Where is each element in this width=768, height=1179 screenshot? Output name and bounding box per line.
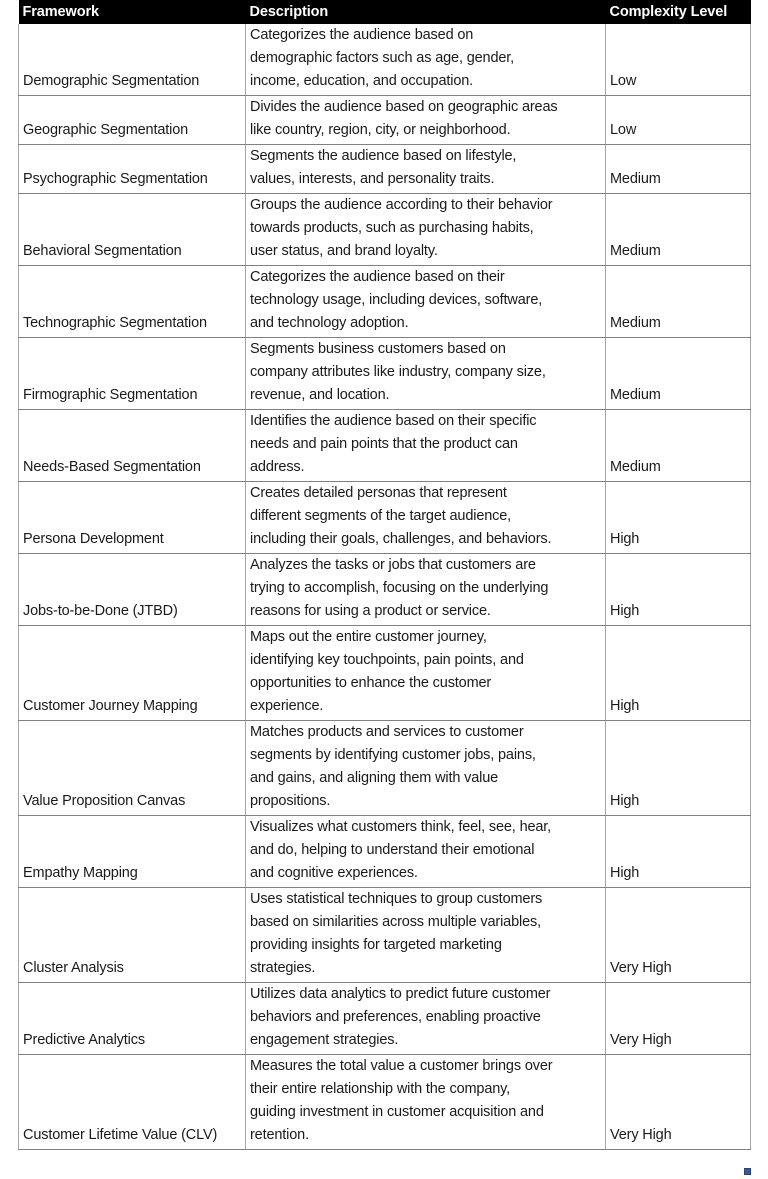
table-row[interactable] [19,96,751,145]
table-row[interactable] [19,554,751,626]
description-line: propositions. [250,793,331,809]
cell-description[interactable] [246,194,606,266]
description-text [250,816,602,887]
cell-framework[interactable] [19,24,246,96]
description-line: engagement strategies. [250,1032,399,1048]
description-line: demographic factors such as age, gender, [250,50,515,66]
description-line: different segments of the target audience, [250,508,512,524]
description-line: strategies. [250,960,316,976]
description-text [250,1055,602,1149]
table-row[interactable] [19,410,751,482]
description-text [250,410,602,481]
framework-name: Firmographic Segmentation [23,387,198,403]
description-line: identifying key touchpoints, pain points, and [250,652,524,668]
description-line: Categorizes the audience based on their [250,269,505,285]
table-row[interactable] [19,338,751,410]
description-line: behaviors and preferences, enabling proactive [250,1009,541,1025]
cell-complexity-level[interactable] [606,983,751,1055]
cell-framework[interactable] [19,983,246,1055]
description-line: reasons for using a product or service. [250,603,491,619]
complexity-value: Low [610,122,637,138]
description-line: and gains, and aligning them with value [250,770,499,786]
description-line: Segments the audience based on lifestyle, [250,148,517,164]
table-row[interactable] [19,482,751,554]
cell-complexity-level[interactable] [606,194,751,266]
cell-framework[interactable] [19,482,246,554]
cell-complexity-level[interactable] [606,626,751,721]
table-header-row [19,0,751,24]
description-line: Groups the audience according to their behavior [250,197,553,213]
description-text [250,96,602,144]
complexity-value: Low [610,73,637,89]
cell-complexity-level[interactable] [606,338,751,410]
cell-description[interactable] [246,482,606,554]
description-line: Creates detailed personas that represent [250,485,507,501]
cell-description[interactable] [246,266,606,338]
complexity-value: Medium [610,243,661,259]
cell-description[interactable] [246,554,606,626]
description-line: including their goals, challenges, and behaviors. [250,531,552,547]
description-line: Measures the total value a customer brings over [250,1058,553,1074]
description-line: needs and pain points that the product can [250,436,518,452]
framework-name: Technographic Segmentation [23,315,207,331]
complexity-value: Medium [610,387,661,403]
cell-framework[interactable] [19,554,246,626]
cell-description[interactable] [246,816,606,888]
description-line: and do, helping to understand their emotional [250,842,535,858]
column-header-framework[interactable]: Framework [19,0,246,24]
cell-framework[interactable] [19,338,246,410]
cell-description[interactable] [246,983,606,1055]
description-text [250,482,602,553]
framework-name: Demographic Segmentation [23,73,200,89]
selection-resize-handle[interactable] [744,1168,751,1175]
description-text [250,554,602,625]
cell-complexity-level[interactable] [606,266,751,338]
description-text [250,194,602,265]
framework-name: Empathy Mapping [23,865,138,881]
complexity-value: Very High [610,1127,672,1143]
framework-name: Cluster Analysis [23,960,124,976]
description-line: Uses statistical techniques to group customers [250,891,543,907]
column-header-complexity-level[interactable]: Complexity Level [606,0,751,24]
cell-description[interactable] [246,145,606,194]
table-header [19,0,751,24]
cell-description[interactable] [246,1055,606,1150]
table-row[interactable] [19,24,751,96]
description-line: Maps out the entire customer journey, [250,629,487,645]
complexity-value: High [610,698,640,714]
description-line: Matches products and services to customer [250,724,524,740]
description-line: experience. [250,698,324,714]
framework-table [18,0,751,1150]
table-row[interactable] [19,626,751,721]
cell-complexity-level[interactable] [606,482,751,554]
description-line: segments by identifying customer jobs, pains, [250,747,536,763]
description-line: guiding investment in customer acquisition and [250,1104,544,1120]
complexity-value: High [610,603,640,619]
framework-name: Psychographic Segmentation [23,171,208,187]
cell-complexity-level[interactable] [606,24,751,96]
description-text [250,888,602,982]
cell-complexity-level[interactable] [606,721,751,816]
description-line: and cognitive experiences. [250,865,418,881]
cell-framework[interactable] [19,96,246,145]
cell-framework[interactable] [19,410,246,482]
framework-name: Value Proposition Canvas [23,793,186,809]
complexity-value: High [610,531,640,547]
description-text [250,338,602,409]
column-header-description[interactable]: Description [246,0,606,24]
table-row[interactable] [19,983,751,1055]
cell-framework[interactable] [19,194,246,266]
cell-description[interactable] [246,96,606,145]
complexity-value: Medium [610,171,661,187]
cell-framework[interactable] [19,145,246,194]
description-line: values, interests, and personality traits. [250,171,495,187]
description-line: Divides the audience based on geographic areas [250,99,558,115]
table-row[interactable] [19,145,751,194]
cell-complexity-level[interactable] [606,1055,751,1150]
description-line: retention. [250,1127,309,1143]
cell-complexity-level[interactable] [606,145,751,194]
cell-complexity-level[interactable] [606,410,751,482]
description-line: opportunities to enhance the customer [250,675,492,691]
cell-framework[interactable] [19,1055,246,1150]
description-line: Identifies the audience based on their specific [250,413,537,429]
cell-description[interactable] [246,888,606,983]
framework-name: Behavioral Segmentation [23,243,182,259]
complexity-value: Medium [610,459,661,475]
description-text [250,721,602,815]
description-line: and technology adoption. [250,315,409,331]
description-text [250,24,602,95]
cell-description[interactable] [246,338,606,410]
cell-description[interactable] [246,24,606,96]
cell-description[interactable] [246,626,606,721]
cell-complexity-level[interactable] [606,554,751,626]
description-line: their entire relationship with the company, [250,1081,511,1097]
description-line: providing insights for targeted marketing [250,937,502,953]
cell-framework[interactable] [19,721,246,816]
table-body [19,24,751,1150]
table-row[interactable] [19,194,751,266]
table-row[interactable] [19,1055,751,1150]
description-line: Utilizes data analytics to predict future customer [250,986,551,1002]
cell-framework[interactable] [19,816,246,888]
cell-framework[interactable] [19,266,246,338]
description-line: revenue, and location. [250,387,390,403]
cell-complexity-level[interactable] [606,816,751,888]
complexity-value: Very High [610,960,672,976]
description-line: company attributes like industry, company size, [250,364,546,380]
description-line: user status, and brand loyalty. [250,243,438,259]
framework-name: Geographic Segmentation [23,122,189,138]
framework-name: Jobs-to-be-Done (JTBD) [23,603,178,619]
description-line: address. [250,459,305,475]
cell-framework[interactable] [19,626,246,721]
description-line: trying to accomplish, focusing on the underlying [250,580,549,596]
framework-name: Customer Journey Mapping [23,698,198,714]
framework-name: Persona Development [23,531,164,547]
description-line: Visualizes what customers think, feel, see, hear, [250,819,552,835]
framework-table-container [18,0,750,1150]
description-text [250,626,602,720]
cell-framework[interactable] [19,888,246,983]
complexity-value: High [610,865,640,881]
complexity-value: Medium [610,315,661,331]
description-text [250,266,602,337]
description-line: Analyzes the tasks or jobs that customers are [250,557,536,573]
description-line: based on similarities across multiple variables, [250,914,541,930]
framework-name: Needs-Based Segmentation [23,459,201,475]
cell-description[interactable] [246,721,606,816]
framework-name: Customer Lifetime Value (CLV) [23,1127,218,1143]
cell-complexity-level[interactable] [606,888,751,983]
description-line: like country, region, city, or neighborhood. [250,122,511,138]
cell-description[interactable] [246,410,606,482]
description-line: towards products, such as purchasing habits, [250,220,534,236]
framework-name: Predictive Analytics [23,1032,145,1048]
table-row[interactable] [19,721,751,816]
description-text [250,983,602,1054]
description-line: income, education, and occupation. [250,73,474,89]
description-line: technology usage, including devices, software, [250,292,543,308]
description-line: Categorizes the audience based on [250,27,474,43]
description-line: Segments business customers based on [250,341,506,357]
complexity-value: High [610,793,640,809]
complexity-value: Very High [610,1032,672,1048]
table-row[interactable] [19,816,751,888]
cell-complexity-level[interactable] [606,96,751,145]
table-row[interactable] [19,266,751,338]
description-text [250,145,602,193]
table-row[interactable] [19,888,751,983]
